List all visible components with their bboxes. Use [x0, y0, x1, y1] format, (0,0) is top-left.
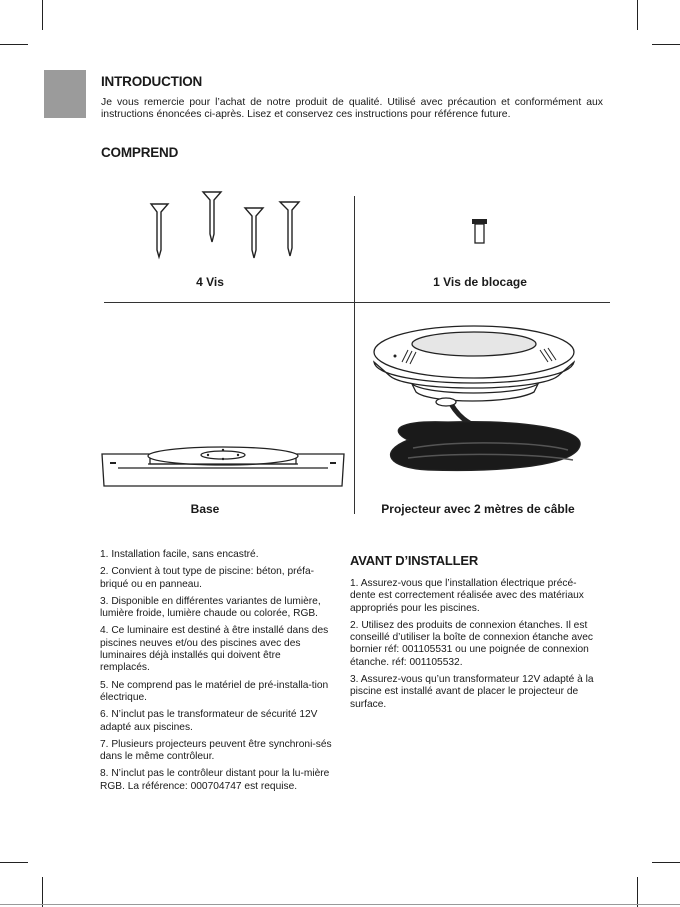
item-label-locking-screw: 1 Vis de blocage [433, 275, 527, 289]
item-label-projector: Projecteur avec 2 mètres de câble [381, 502, 575, 516]
list-item: 5. Ne comprend pas le matériel de pré-installa-tion électrique. [100, 679, 329, 703]
list-item: 2. Convient à tout type de piscine: béton, préfa-briqué ou en panneau. [100, 566, 315, 590]
list-item: 1. Assurez-vous que l’installation électrique précé-dente est correctement réalisée avec des matériaux appropriés pour les piscines. [350, 578, 584, 614]
crop-mark [637, 0, 638, 30]
features-list [100, 549, 332, 798]
crop-mark [42, 0, 43, 30]
intro-text: Je vous remercie pour l’achat de notre produit de qualité. Utilisé avec précaution et conformément aux instructions énoncées ci-après. Lisez et conservez ces instructions pour référence future. [101, 97, 603, 121]
projector-icon [368, 320, 598, 490]
list-item: 3. Disponible en différentes variantes de lumière, lumière froide, lumière chaude ou colorée, RGB. [100, 595, 321, 620]
grid-vertical-divider [354, 196, 355, 514]
intro-title: INTRODUCTION [101, 74, 203, 89]
list-item: 7. Plusieurs projecteurs peuvent être synchroni-sés dans le même contrôleur. [100, 738, 332, 763]
bottom-registration-line [0, 904, 680, 905]
list-item: 4. Ce luminaire est destiné à être installé dans des piscines neuves et/ou des piscines avec des luminaires déjà installés qui doivent être remplacés. [100, 625, 329, 674]
grid-horizontal-divider [104, 302, 610, 303]
list-item: 3. Assurez-vous qu’un transformateur 12V adapté à la piscine est installé avant de placer le projecteur de surface. [350, 674, 594, 710]
list-item: 8. N’inclut pas le contrôleur distant pour la lu-mière RGB. La référence: 000704747 est requise. [100, 768, 330, 792]
crop-mark [0, 862, 28, 863]
item-label-base: Base [190, 502, 220, 516]
item-label-screws: 4 Vis [196, 275, 224, 289]
crop-mark [637, 877, 638, 907]
avant-list [350, 578, 596, 716]
crop-mark [0, 44, 28, 45]
crop-mark [42, 877, 43, 907]
list-item: 6. N’inclut pas le transformateur de sécurité 12V adapté aux piscines. [100, 709, 318, 733]
list-item: 1. Installation facile, sans encastré. [100, 549, 259, 560]
avant-title: AVANT D’INSTALLER [350, 553, 479, 568]
screws-icon [145, 186, 315, 266]
crop-mark [652, 44, 680, 45]
locking-screw-icon [470, 218, 490, 246]
list-item: 2. Utilisez des produits de connexion étanches. Il est conseillé d’utiliser la boîte de connexion étanche avec bornier réf: 001105531 ou une poignée de connexion étanche. réf: 001105532. [350, 619, 593, 668]
comprend-title: COMPREND [101, 145, 179, 160]
crop-mark [652, 862, 680, 863]
base-plate-icon [98, 436, 348, 496]
language-tab [44, 70, 86, 118]
